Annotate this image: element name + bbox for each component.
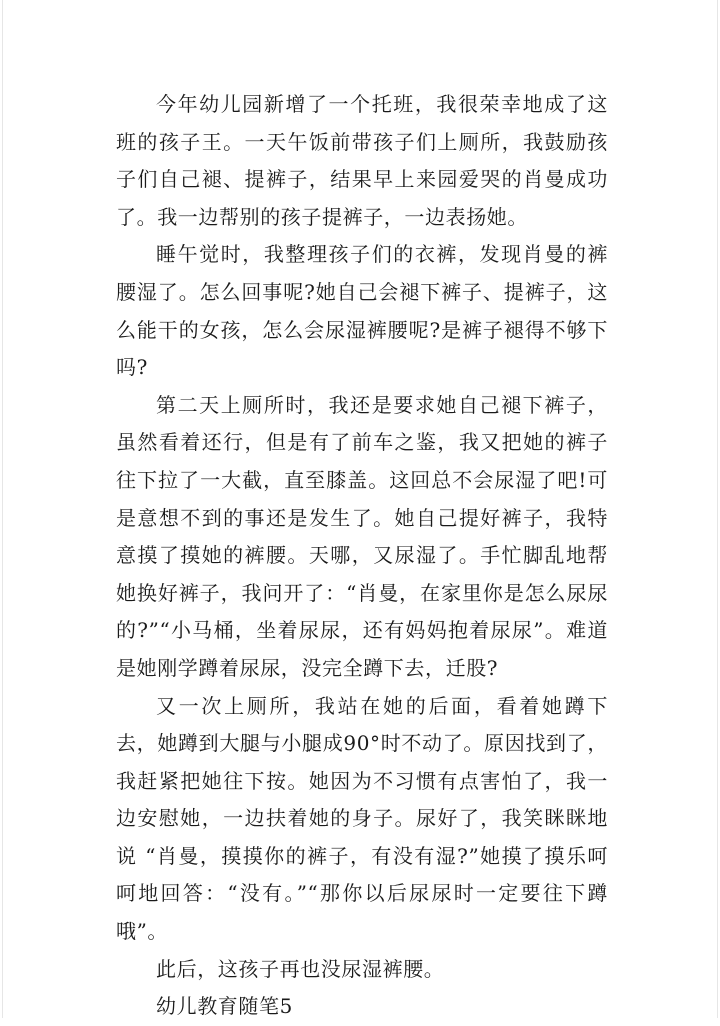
section-heading: 幼儿教育随笔5: [156, 994, 293, 1019]
paragraph-1: 今年幼儿园新增了一个托班，我很荣幸地成了这班的孩子王。一天午饭前带孩子们上厕所，我鼓励孩子们自己褪、提裤子，结果早上来园爱哭的肖曼成功了。我一边帮别的孩子提裤子，一边表扬她。: [116, 92, 608, 229]
document-body: [116, 86, 608, 1026]
paragraph-4: 又一次上厕所，我站在她的后面，看着她蹲下去，她蹲到大腿与小腿成90°时不动了。原因找到了，我赶紧把她往下按。她因为不习惯有点害怕了，我一边安慰她，一边扶着她的身子。尿好了，我笑眯眯地说 “肖曼，摸摸你的裤子，有没有湿?”她摸了摸乐呵呵地回答：“没有。”“那你以后尿尿时一定要往下蹲哦”。: [116, 693, 608, 944]
paragraph-3: 第二天上厕所时，我还是要求她自己褪下裤子，虽然看着还行，但是有了前车之鉴，我又把她的裤子往下拉了一大截，直至膝盖。这回总不会尿湿了吧!可是意想不到的事还是发生了。她自己提好裤子，我特意摸了摸她的裤腰。天哪，又尿湿了。手忙脚乱地帮她换好裤子，我问开了：“肖曼，在家里你是怎么尿尿的?”“小马桶，坐着尿尿，还有妈妈抱着尿尿”。难道是她刚学蹲着尿尿，没完全蹲下去，迁股?: [116, 392, 608, 680]
page-left-border: [2, 0, 3, 1018]
paragraph-5: 此后，这孩子再也没尿湿裤腰。: [156, 956, 445, 981]
page-right-border: [717, 0, 718, 1018]
paragraph-2: 睡午觉时，我整理孩子们的衣裤，发现肖曼的裤腰湿了。怎么回事呢?她自己会褪下裤子、提裤子，这么能干的女孩，怎么会尿湿裤腰呢?是裤子褪得不够下吗?: [116, 242, 608, 380]
